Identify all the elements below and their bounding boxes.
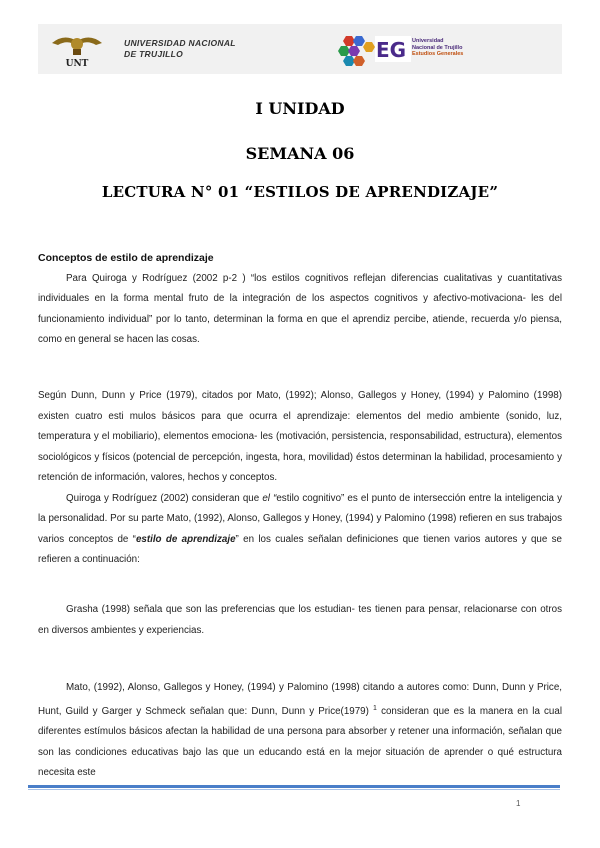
svg-text:EG: EG [376,38,407,62]
page-number: 1 [516,799,521,808]
footer-rule-light [28,789,560,790]
section-1 [38,248,562,351]
eg-caption-line-1: Universidad [412,38,444,44]
eg-logo-icon [375,36,411,62]
section-heading: Conceptos de estilo de aprendizaje [38,252,214,264]
p3-text-el: el “ [262,492,277,504]
eg-caption-line-2: Nacional de Trujillo [412,44,463,51]
paragraph-2-block [38,386,562,571]
svg-text:UNT: UNT [65,59,89,69]
eg-caption-line-3: Estudios Generales [412,51,464,57]
unt-crest-icon [46,29,108,69]
footer-rule [28,785,560,788]
footnote-ref: 1 [373,704,377,712]
paragraph-3 [38,489,562,571]
eg-caption [412,38,463,58]
university-line-1: UNIVERSIDAD NACIONAL [124,38,236,48]
university-line-2: DE TRUJILLO [124,49,184,59]
p3-text-e: ” en los cuales señalan definiciones que tienen varios autores y que se refieren a continuación: [38,533,562,565]
p5-text-b: consideran que es la manera en la cual diferentes estímulos básicos afectan la habilidad de una persona para absorber y retener una información, señalan que son las condiciones educativas bajo las que un educando está en la mejor situación de aprender o qué estructura necesita este [38,705,563,778]
p3-text-d: estilo de aprendizaje [135,533,236,545]
university-name [124,38,236,60]
paragraph-5-block [38,678,562,784]
paragraph-5 [38,678,562,784]
reading-title: LECTURA N° 01 “ESTILOS DE APRENDIZAJE” [101,183,499,201]
paragraph-4: Grasha (1998) señala que son las preferencias que los estudian- tes tienen para pensar, relacionarse con otros en diversos ambientes y experiencias. [38,604,562,636]
paragraph-2: Según Dunn, Dunn y Price (1979), citados por Mato, (1992); Alonso, Gallegos y Honey, (1994) y Palomino (1998) existen cuatro esti mulos básicos para que ocurra el aprendizaje: elementos del medio ambiente (sonido, luz, temperatura y el mobiliario), elementos emociona- les (motivación, persistencia, responsabilidad, estructura), elementos sociológicos y físicos (potencial de percepción, ingesta, hora, movilidad) éstos determinan la habilidad, procesamiento y retención de información, valores, hechos y conceptos. [38,390,562,483]
p3-text-c: ” es el punto de intersección entre la inteligencia y la personalidad. Por su parte Mato, (1992), Alonso, Gallegos y Honey, (1994) y Palomino (1998) refieren en sus trabajos varios conceptos de “ [38,492,562,545]
p3-text-b: estilo cognitivo [276,492,342,504]
eg-logo [375,36,411,62]
hexagon-cluster-icon [338,34,378,68]
paragraph-4-block [38,600,562,641]
week-title: SEMANA 06 [245,144,355,163]
paragraph-1: Para Quiroga y Rodríguez (2002 p-2 ) “los estilos cognitivos reflejan diferencias cualitativas y cuantitativas individuales en la forma mental fruto de la integración de los aspectos cognitivos y afectivo-motivaciona- les del funcionamiento individual” por lo tanto, determinan la forma en que el aprendiz percibe, atiende, recuerda y/o piensa, como en general se hacen las cosas. [38,272,562,345]
p5-text-a: Mato, (1992), Alonso, Gallegos y Honey, (1994) y Palomino (1998) citando a autores como: Dunn, Dunn y Price, Hunt, Guild y Garger y Schmeck señalan que: Dunn, Dunn y Price(1979) [38,682,562,717]
p3-text-a: Quiroga y Rodríguez (2002) consideran que [66,492,263,504]
unit-title: I UNIDAD [255,99,345,118]
document-header [38,24,562,74]
